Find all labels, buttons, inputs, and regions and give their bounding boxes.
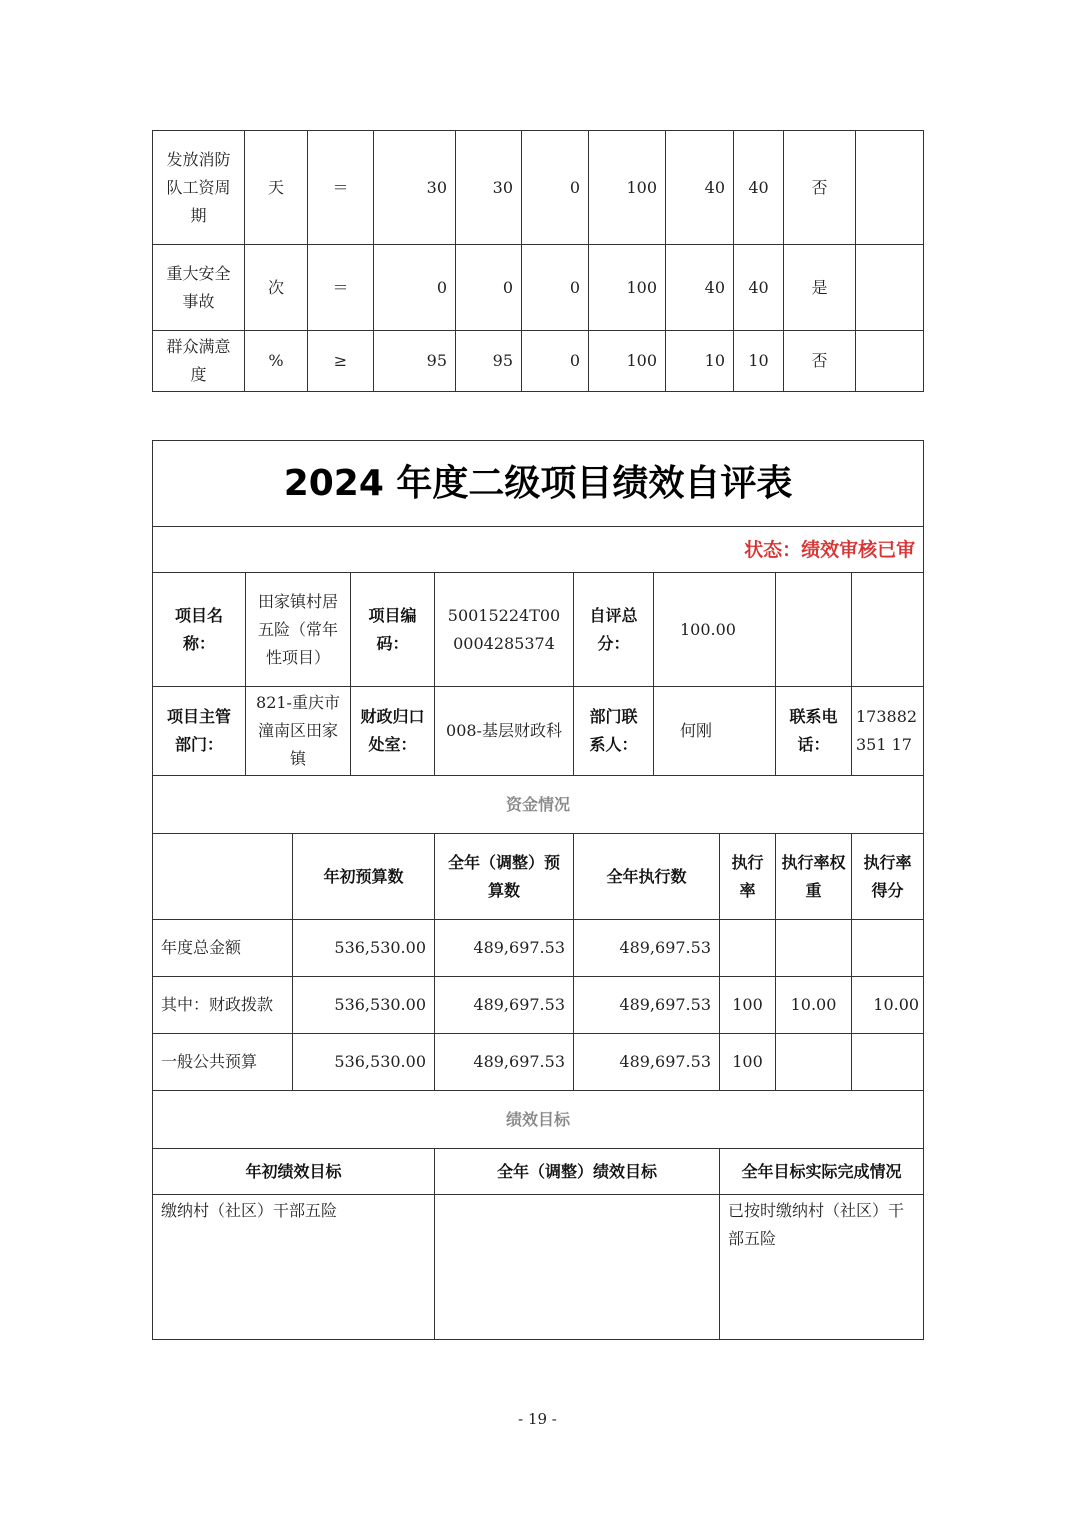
indicator-score: 40 [734,245,784,331]
indicator-weight: 40 [666,245,734,331]
indicator-table [152,130,924,392]
indicator-actual-value: 0 [456,245,522,331]
phone-value: 173882351 17 [852,687,924,776]
funds-weight [776,1034,852,1091]
empty-cell [153,834,293,920]
indicator-completion: 100 [589,131,666,245]
evaluation-form [152,440,924,1340]
funds-score: 10.00 [852,977,924,1034]
funds-header-weight: 执行率权重 [776,834,852,920]
self-score-value: 100.00 [654,573,776,687]
indicator-name: 重大安全事故 [153,245,245,331]
indicator-target-value: 95 [374,331,456,392]
funds-rate: 100 [720,977,776,1034]
funds-rate [720,920,776,977]
project-name-value: 田家镇村居五险（常年性项目） [246,573,351,687]
indicator-target-value: 30 [374,131,456,245]
funds-rate: 100 [720,1034,776,1091]
funds-header-executed: 全年执行数 [574,834,720,920]
indicator-note [856,331,924,392]
indicator-row [153,331,924,392]
funds-score [852,1034,924,1091]
indicator-name: 群众满意度 [153,331,245,392]
dept-value: 821-重庆市潼南区田家镇 [246,687,351,776]
target-initial: 缴纳村（社区）干部五险 [153,1195,435,1340]
funds-weight [776,920,852,977]
project-code-value: 50015224T000004285374 [435,573,574,687]
funds-header-score: 执行率得分 [852,834,924,920]
indicator-completion: 100 [589,331,666,392]
targets-header-adjusted: 全年（调整）绩效目标 [435,1149,720,1195]
empty-cell [852,573,924,687]
funds-adjusted: 489,697.53 [435,1034,574,1091]
project-name-label: 项目名称： [153,573,246,687]
indicator-weight: 10 [666,331,734,392]
funds-row-label: 一般公共预算 [153,1034,293,1091]
indicator-target-value: 0 [374,245,456,331]
empty-cell [776,573,852,687]
indicator-operator: ＝ [308,131,374,245]
funds-weight: 10.00 [776,977,852,1034]
finance-office-value: 008-基层财政科 [435,687,574,776]
indicator-operator: ＝ [308,245,374,331]
contact-label: 部门联系人： [574,687,654,776]
indicator-flag: 否 [784,131,856,245]
indicator-actual-value: 95 [456,331,522,392]
indicator-score: 40 [734,131,784,245]
targets-section-title: 绩效目标 [153,1091,924,1149]
indicator-unit: 次 [245,245,308,331]
status-label: 状态：绩效审核已审 [153,527,924,573]
funds-initial: 536,530.00 [293,920,435,977]
funds-initial: 536,530.00 [293,1034,435,1091]
indicator-operator: ≥ [308,331,374,392]
project-code-label: 项目编码： [351,573,435,687]
indicator-note [856,245,924,331]
targets-header-initial: 年初绩效目标 [153,1149,435,1195]
indicator-deviation: 0 [522,245,589,331]
indicator-unit: 天 [245,131,308,245]
funds-executed: 489,697.53 [574,920,720,977]
funds-score [852,920,924,977]
funds-initial: 536,530.00 [293,977,435,1034]
targets-header-actual: 全年目标实际完成情况 [720,1149,924,1195]
indicator-flag: 否 [784,331,856,392]
indicator-unit: % [245,331,308,392]
indicator-weight: 40 [666,131,734,245]
target-adjusted [435,1195,720,1340]
funds-section-title: 资金情况 [153,776,924,834]
funds-executed: 489,697.53 [574,1034,720,1091]
funds-row-label: 年度总金额 [153,920,293,977]
funds-adjusted: 489,697.53 [435,920,574,977]
page-number: - 19 - [518,1410,557,1428]
form-title: 2024 年度二级项目绩效自评表 [153,441,924,527]
indicator-note [856,131,924,245]
indicator-deviation: 0 [522,131,589,245]
indicator-actual-value: 30 [456,131,522,245]
self-score-label: 自评总分： [574,573,654,687]
finance-office-label: 财政归口处室： [351,687,435,776]
funds-row-label: 其中：财政拨款 [153,977,293,1034]
indicator-flag: 是 [784,245,856,331]
contact-value: 何刚 [654,687,776,776]
target-actual: 已按时缴纳村（社区）干部五险 [720,1195,924,1340]
dept-label: 项目主管部门： [153,687,246,776]
funds-adjusted: 489,697.53 [435,977,574,1034]
indicator-row [153,245,924,331]
phone-label: 联系电话： [776,687,852,776]
indicator-row [153,131,924,245]
indicator-score: 10 [734,331,784,392]
funds-header-rate: 执行率 [720,834,776,920]
funds-header-initial: 年初预算数 [293,834,435,920]
funds-header-adjusted: 全年（调整）预算数 [435,834,574,920]
indicator-deviation: 0 [522,331,589,392]
indicator-name: 发放消防队工资周期 [153,131,245,245]
indicator-completion: 100 [589,245,666,331]
funds-executed: 489,697.53 [574,977,720,1034]
